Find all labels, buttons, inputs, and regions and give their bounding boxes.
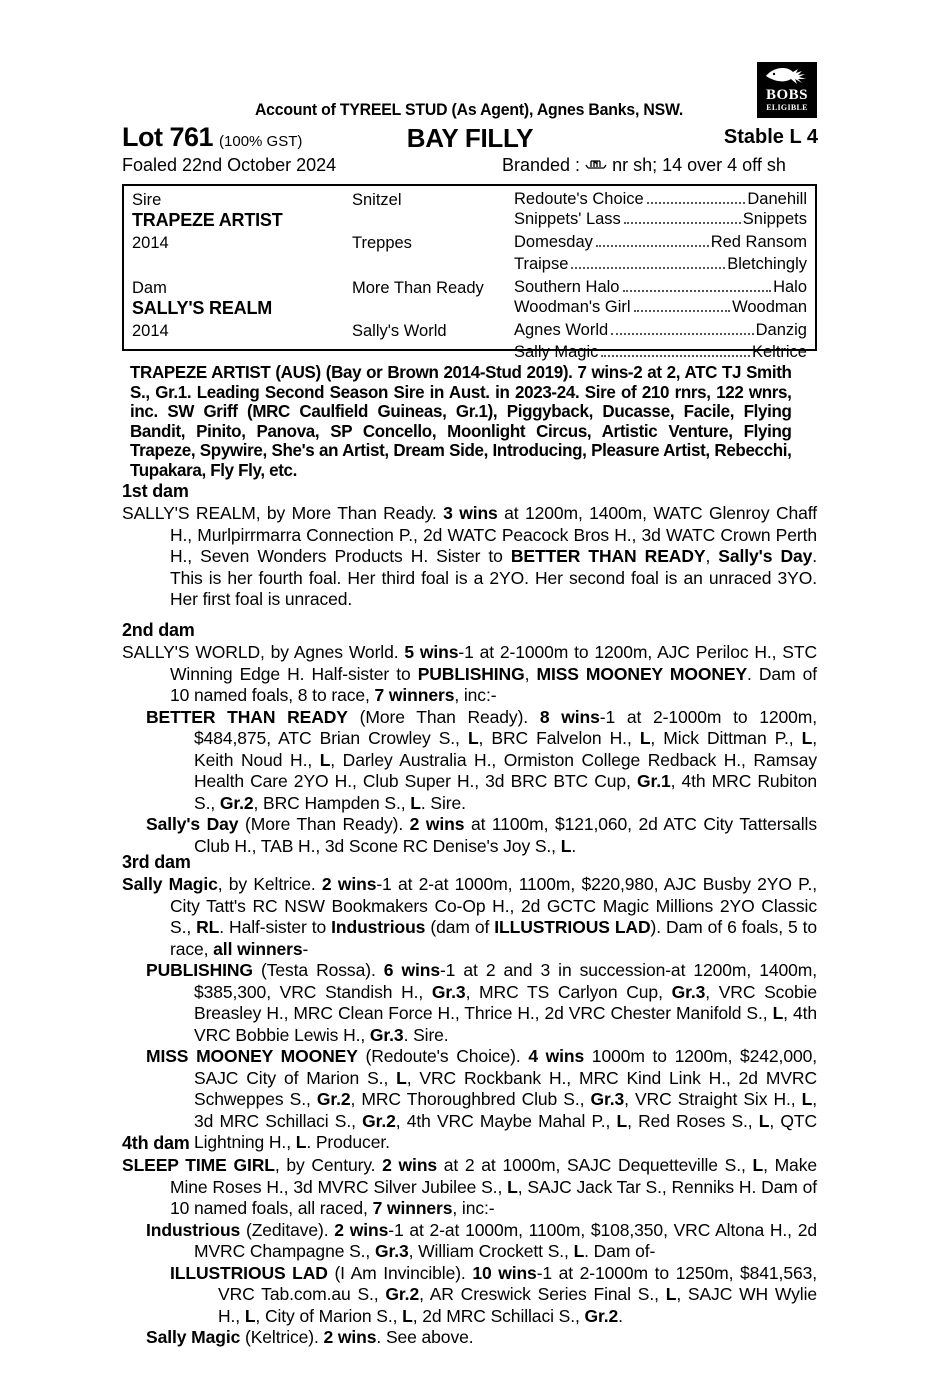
ancestor-name: Agnes World	[514, 321, 609, 339]
dam-entry: SALLY'S WORLD, by Agnes World. 5 wins-1 at 2-1000m to 1200m, AJC Periloc H., STC Winning Edge H. Half-sister to PUBLISHING, MISS MOONEY MOONEY. Dam of 10 named foals, 8 to race, 7 winners, inc:-	[122, 642, 818, 705]
horse-head-icon	[764, 65, 810, 87]
gst-note: (100% GST)	[219, 133, 303, 150]
dam-year: 2014	[132, 322, 169, 340]
progeny-entry: BETTER THAN READY (More Than Ready). 8 wins-1 at 2-1000m to 1200m, $484,875, ATC Brian Crowley S., L, BRC Falvelon H., L, Mick Dittman P., L, Keith Noud H., L, Darley Australia H., Ormiston College Redback H., Ramsay Health Care 2YO H., Club Super H., 3d BRC BTC Cup, Gr.1, 4th MRC Rubiton S., Gr.2, BRC Hampden S., L. Sire.	[146, 706, 818, 813]
progeny-entry: MISS MOONEY MOONEY (Redoute's Choice). 4 wins 1000m to 1200m, $242,000, SAJC City of Marion S., L, VRC Rockbank H., MRC Kind Link H., 2d MVRC Schweppes S., Gr.2, MRC Thoroughbred Club S., Gr.3, VRC Straight Six H., L, 3d MRC Schillaci S., Gr.2, 4th VRC Maybe Mahal P., L, Red Roses S., L, QTC Lightning H., L. Producer.	[146, 1046, 817, 1152]
ancestor-parent: Danzig	[755, 321, 807, 339]
dam-label: Dam	[132, 279, 167, 297]
dam-name: SALLY'S REALM	[132, 298, 273, 318]
sire-sire: Snitzel	[352, 191, 402, 209]
leader-dots	[611, 333, 753, 335]
ancestor-parent: Snippets	[742, 210, 807, 228]
sire-name: TRAPEZE ARTIST	[132, 210, 283, 230]
foaled-date: Foaled 22nd October 2024	[122, 155, 337, 175]
bobs-logo-word: BOBS	[765, 87, 809, 103]
bobs-logo-subtitle: ELIGIBLE	[766, 103, 808, 112]
leader-dots	[596, 245, 709, 247]
progeny-entry: PUBLISHING (Testa Rossa). 6 wins-1 at 2 and 3 in succession-at 1200m, 1400m, $385,300, VRC Standish H., Gr.3, MRC TS Carlyon Cup, Gr.3, VRC Scobie Breasley H., MRC Clean Force H., Thrice H., 2d VRC Chester Manifold S., L, 4th VRC Bobbie Lewis H., Gr.3. Sire.	[146, 960, 818, 1045]
pedigree-leader-row	[514, 210, 807, 229]
leader-dots	[634, 310, 731, 312]
leader-dots	[571, 267, 725, 269]
ancestor-parent: Woodman	[732, 298, 807, 316]
fourth-dam-section	[122, 1133, 817, 1349]
pedigree-table	[122, 184, 817, 361]
page-title: BAY FILLY	[406, 123, 534, 153]
foaled-branded-row	[122, 155, 818, 179]
third-dam-section	[122, 852, 817, 1154]
pedigree-leader-row	[514, 255, 807, 274]
leader-dots	[623, 290, 772, 292]
progeny-entry: Sally Magic (Keltrice). 2 wins. See above.	[146, 1327, 474, 1347]
ancestor-parent: Keltrice	[751, 343, 807, 361]
second-dam-section	[122, 620, 817, 857]
ancestor-name: Woodman's Girl	[514, 298, 631, 316]
section-heading: 2nd dam	[122, 620, 195, 640]
ancestor-name: Domesday	[514, 233, 593, 251]
section-heading: 3rd dam	[122, 852, 191, 872]
progeny-entry: Industrious (Zeditave). 2 wins-1 at 2-at 1000m, 1100m, $108,350, VRC Altona H., 2d MVRC Champagne S., Gr.3, William Crockett S., L. Dam of-	[146, 1219, 817, 1261]
pedigree-leader-row	[514, 343, 807, 362]
sire-dam: Treppes	[352, 234, 412, 252]
leader-dots	[624, 222, 741, 224]
ancestor-name: Southern Halo	[514, 278, 620, 296]
ancestor-parent: Bletchingly	[727, 255, 807, 273]
pedigree-leader-row	[514, 298, 807, 317]
ancestor-parent: Danehill	[747, 190, 807, 208]
ancestor-name: Traipse	[514, 255, 569, 273]
dam-entry: SALLY'S REALM, by More Than Ready. 3 wins at 1200m, 1400m, WATC Glenroy Chaff H., Murlpirrmarra Connection P., 2d WATC Peacock Bros H., 3d WATC Crown Perth H., Seven Wonders Products H. Sister to BETTER THAN READY, Sally's Day. This is her fourth foal. Her third foal is a 2YO. Her second foal is an unraced 3YO. Her first foal is unraced.	[122, 503, 818, 609]
lot-header-row	[122, 122, 818, 152]
ancestor-name: Snippets' Lass	[514, 210, 621, 228]
ancestor-name: Sally Magic	[514, 343, 599, 361]
progeny-entry: ILLUSTRIOUS LAD (I Am Invincible). 10 wins-1 at 2-1000m to 1250m, $841,563, VRC Tab.com.au S., Gr.2, AR Creswick Series Final S., L, SAJC WH Wylie H., L, City of Marion S., L, 2d MRC Schillaci S., Gr.2.	[170, 1262, 817, 1326]
sire-summary: TRAPEZE ARTIST (AUS) (Bay or Brown 2014-Stud 2019). 7 wins-2 at 2, ATC TJ Smith S., Gr.1. Leading Second Season Sire in Aust. in 2023-24. Sire of 210 rnrs, 122 wnrs, inc. SW Griff (MRC Caulfield Guineas, Gr.1), Piggyback, Ducasse, Facile, Flying Bandit, Pinito, Panova, SP Concello, Moonlight Circus, Artistic Venture, Flying Trapeze, Spywire, She's an Artist, Dream Side, Introducing, Pleasure Artist, Rebecchi, Tupakara, Fly Fly, etc.	[130, 362, 792, 480]
pedigree-leader-row	[514, 278, 807, 297]
ancestor-parent: Halo	[773, 278, 807, 296]
account-line: Account of TYREEL STUD (As Agent), Agnes Banks, NSW.	[254, 100, 684, 119]
dam-sire: More Than Ready	[352, 279, 484, 297]
branded-detail: nr sh; 14 over 4 off sh	[607, 155, 786, 175]
first-dam-section	[122, 481, 817, 611]
leader-dots	[601, 355, 750, 357]
dam-dam: Sally's World	[352, 322, 447, 340]
progeny-entry: Sally's Day (More Than Ready). 2 wins at 1100m, $121,060, 2d ATC City Tattersalls Club H., TAB H., 3d Scone RC Denise's Joy S., L.	[146, 814, 817, 856]
section-heading: 4th dam	[122, 1133, 190, 1153]
section-heading: 1st dam	[122, 481, 189, 501]
dam-entry: Sally Magic, by Keltrice. 2 wins-1 at 2-at 1000m, 1100m, $220,980, AJC Busby 2YO P., City Tatt's RC NSW Bookmakers Co-Op H., 2d GCTC Magic Millions 2YO Classic S., RL. Half-sister to Industrious (dam of ILLUSTRIOUS LAD). Dam of 6 foals, 5 to race, all winners-	[122, 874, 818, 959]
sire-label: Sire	[132, 191, 162, 209]
dam-entry: SLEEP TIME GIRL, by Century. 2 wins at 2 at 1000m, SAJC Dequetteville S., L, Make Mine Roses H., 3d MVRC Silver Jubilee S., L, SAJC Jack Tar S., Renniks H. Dam of 10 named foals, all raced, 7 winners, inc:-	[122, 1155, 818, 1218]
sire-year: 2014	[132, 234, 169, 252]
ancestor-name: Redoute's Choice	[514, 190, 644, 208]
pedigree-leader-row	[514, 190, 807, 209]
brand-symbol-icon	[585, 156, 607, 170]
pedigree-leader-row	[514, 321, 807, 340]
branded-label: Branded :	[502, 155, 586, 175]
leader-dots	[647, 202, 746, 204]
lot-number: Lot 761	[122, 122, 214, 152]
pedigree-leader-row	[514, 233, 807, 252]
stable-location: Stable L 4	[723, 126, 818, 148]
branded-info	[502, 155, 786, 176]
ancestor-parent: Red Ransom	[710, 233, 807, 251]
